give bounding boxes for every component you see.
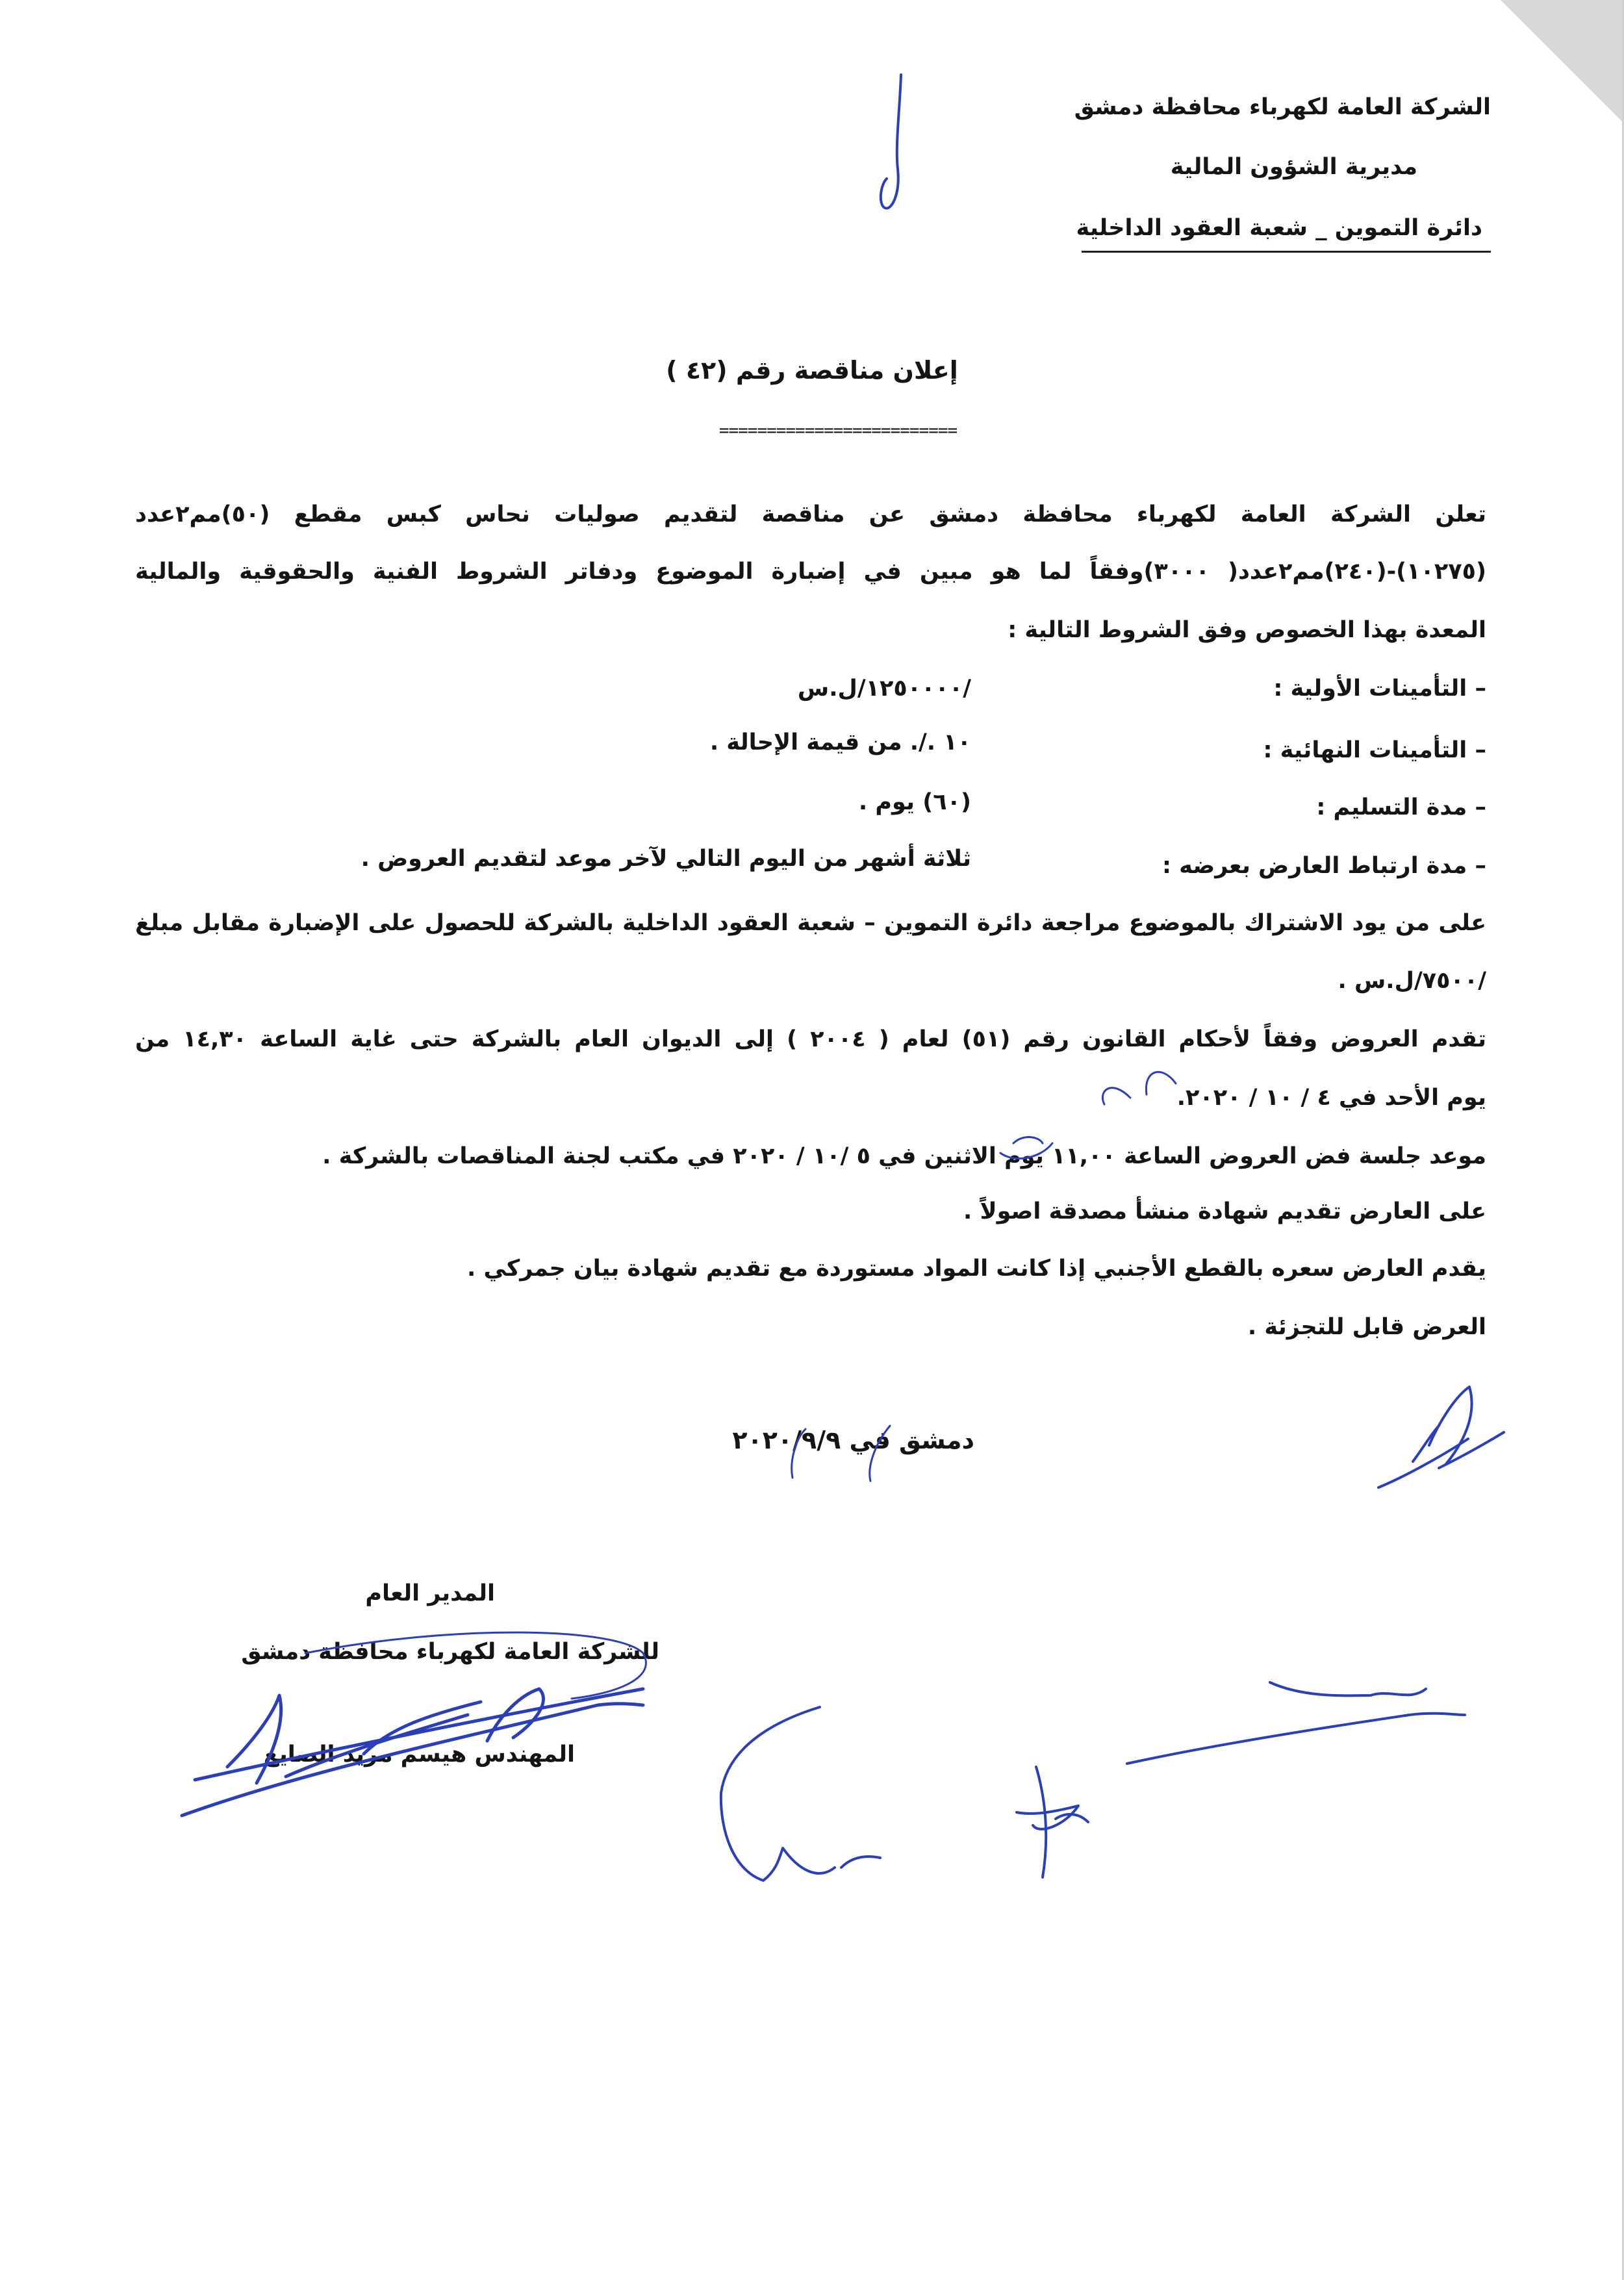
signature-org: للشركة العامة لكهرباء محافظة دمشق (241, 1639, 659, 1665)
condition-label-final-guarantee: – التأمينات النهائية : (1263, 737, 1486, 763)
committee-signature-3 (1127, 1682, 1465, 1764)
signature-name: المهندس هيسم مريد الصايع (263, 1742, 575, 1767)
condition-label-initial-guarantee: – التأمينات الأولية : (1273, 676, 1486, 702)
committee-signature-2 (1017, 1767, 1088, 1877)
right-initials-mark (1378, 1387, 1504, 1488)
condition-value-final-guarantee: ١٠ ./. من قيمة الإحالة . (709, 729, 971, 755)
title-separator: ========================= (718, 421, 958, 440)
intro-line-1: تعلن الشركة العامة لكهرباء محافظة دمشق عن مناقصة لتقديم صوليات نحاس كبس مقطع (٥٠)مم٢عدد (135, 501, 1486, 527)
scan-folded-corner (1501, 0, 1624, 123)
opening-session-line: موعد جلسة فض العروض الساعة ١١,٠٠ يوم الاثنين في ٥ /١٠ / ٢٠٢٠ في مكتب لجنة المناقصات بالشركة . (322, 1143, 1486, 1169)
condition-value-delivery-period: (٦٠) يوم . (858, 789, 971, 815)
note-divisible-offer: العرض قابل للتجزئة . (1247, 1314, 1486, 1340)
condition-value-commitment-period: ثلاثة أشهر من اليوم التالي لآخر موعد لتقديم العروض . (361, 846, 971, 872)
header-underline (1082, 251, 1491, 253)
intro-line-3: المعدة بهذا الخصوص وفق الشروط التالية : (1008, 617, 1486, 643)
condition-label-delivery-period: – مدة التسليم : (1316, 794, 1486, 820)
condition-value-initial-guarantee: /١٢٥٠٠٠٠/ل.س (797, 676, 971, 702)
intro-line-2: (١٠٢٧٥)-(٢٤٠)مم٢عدد( ٣٠٠٠)وفقاً لما هو مبين في إضبارة الموضوع ودفاتر الشروط الفنية والحقوقية والمالية (135, 559, 1486, 585)
directorate-name: مديرية الشؤون المالية (1170, 154, 1417, 180)
note-origin-certificate: على العارض تقديم شهادة منشأ مصدقة اصولاً . (963, 1198, 1486, 1224)
announcement-title: إعلان مناقصة رقم (٤٢ ) (666, 356, 958, 385)
participation-line-1: على من يود الاشتراك بالموضوع مراجعة دائرة التموين – شعبة العقود الداخلية بالشركة للحصول على الإضبارة مقابل مبلغ (135, 910, 1486, 936)
department-name: دائرة التموين _ شعبة العقود الداخلية (1076, 215, 1482, 241)
company-name: الشركة العامة لكهرباء محافظة دمشق (1074, 94, 1491, 120)
participation-line-2: /٧٥٠٠/ل.س . (1338, 968, 1486, 994)
place-and-date: دمشق في ٢٠٢٠/٩/٩ (732, 1426, 974, 1454)
signature-role: المدير العام (365, 1580, 495, 1606)
committee-signature-1 (721, 1707, 880, 1881)
handwritten-day-fill-1 (1102, 1072, 1176, 1104)
top-initial-mark (881, 75, 901, 209)
submission-line-1: تقدم العروض وفقاً لأحكام القانون رقم (٥١) لعام ( ٢٠٠٤ ) إلى الديوان العام بالشركة حتى غاية الساعة ١٤,٣٠ من (135, 1026, 1486, 1052)
submission-line-2: يوم الأحد في ٤ / ١٠ / ٢٠٢٠. (1176, 1085, 1486, 1111)
condition-label-commitment-period: – مدة ارتباط العارض بعرضه : (1161, 853, 1486, 879)
note-foreign-currency: يقدم العارض سعره بالقطع الأجنبي إذا كانت المواد مستوردة مع تقديم شهادة بيان جمركي . (467, 1256, 1486, 1282)
